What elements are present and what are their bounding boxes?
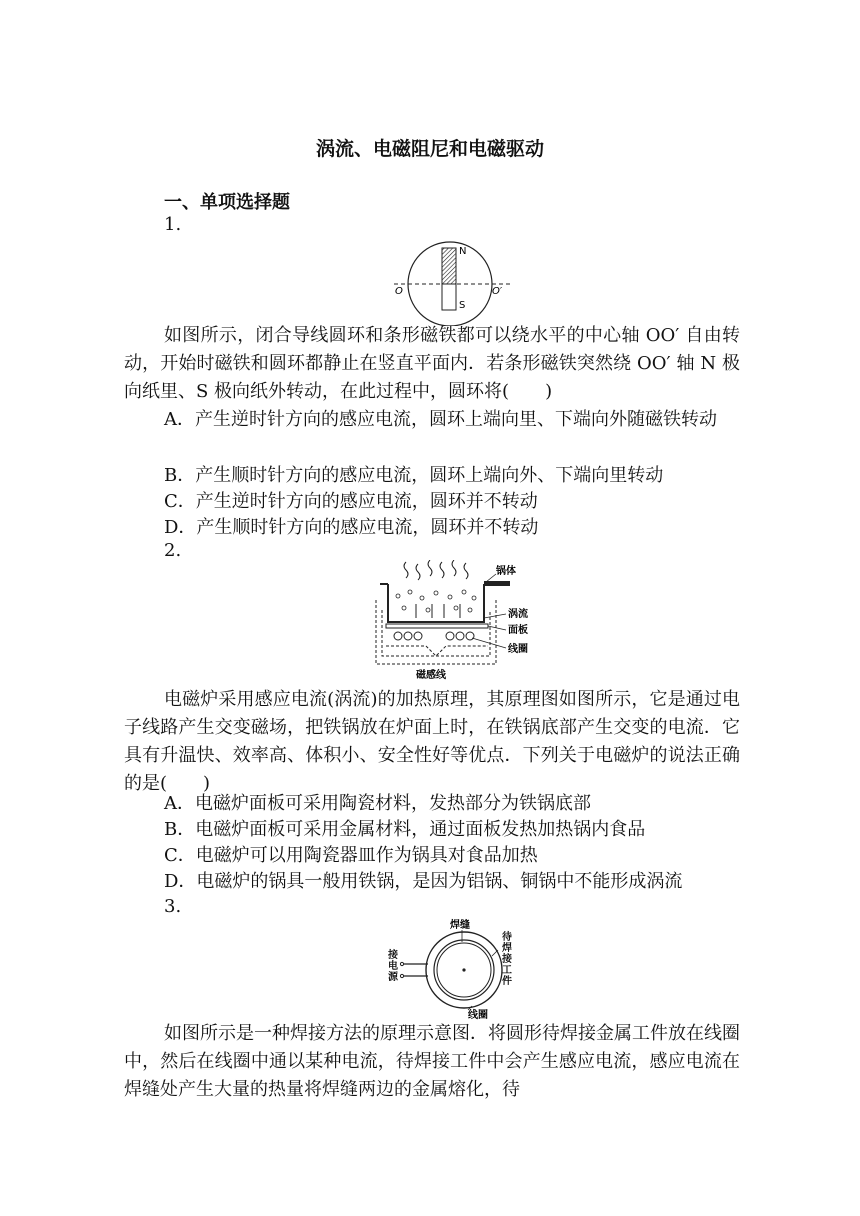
label-pot: 锅体 — [496, 566, 516, 577]
question-1-option-c: C．产生逆时针方向的感应电流，圆环并不转动 — [164, 491, 538, 512]
question-1-number: 1. — [164, 214, 182, 235]
label-power: 接电源 — [388, 950, 398, 983]
q2-figure-induction-cooker — [366, 560, 540, 682]
question-1-stem: 如图所示，闭合导线圆环和条形磁铁都可以绕水平的中心轴 OO′ 自由转动，开始时磁铁和圆环都静止在竖直平面内．若条形磁铁突然绕 OO′ 轴 N 极向纸里、S 极向纸外转动，在此过程中，圆环将( ) — [124, 325, 740, 402]
label-eddy: 涡流 — [508, 609, 528, 620]
field-lines-inner — [382, 610, 490, 656]
question-2-stem: 电磁炉采用感应电流(涡流)的加热原理，其原理图如图所示，它是通过电子线路产生交变磁场，把铁锅放在炉面上时，在铁锅底部产生交变的电流．它具有升温快、效率高、体积小、安全性好等优点．下列关于电磁炉的说法正确的是( ) — [124, 689, 740, 794]
question-2-option-b: B．电磁炉面板可采用金属材料，通过面板发热加热锅内食品 — [164, 819, 646, 840]
question-2-option-d: D．电磁炉的锅具一般用铁锅，是因为铝锅、铜锅中不能形成涡流 — [164, 871, 683, 892]
section-heading: 一、单项选择题 — [164, 192, 290, 213]
label-weld: 焊缝 — [450, 920, 470, 931]
label-coil: 线圈 — [468, 1010, 488, 1020]
label-field: 磁感线 — [416, 670, 446, 681]
magnet-n-half — [442, 248, 456, 284]
label-workpiece: 待焊接工件 — [502, 932, 512, 987]
bubbles — [396, 590, 476, 612]
pot-handle — [484, 581, 510, 586]
question-2-number: 2. — [164, 540, 182, 561]
question-1-option-b: B．产生顺时针方向的感应电流，圆环上端向外、下端向里转动 — [164, 465, 664, 486]
panel — [386, 624, 488, 628]
page-title: 涡流、电磁阻尼和电磁驱动 — [315, 138, 544, 160]
label-o-prime: O′ — [492, 286, 503, 297]
coil-circles — [394, 632, 474, 640]
label-coil: 线圈 — [508, 644, 528, 655]
center-dot — [462, 968, 465, 971]
magnet-s-half — [442, 284, 456, 310]
label-s: S — [459, 300, 466, 311]
question-2-option-c: C．电磁炉可以用陶瓷器皿作为锅具对食品加热 — [164, 845, 538, 866]
pot-body — [388, 584, 484, 622]
field-lines-outer — [376, 600, 496, 664]
question-2-option-a: A．电磁炉面板可采用陶瓷材料，发热部分为铁锅底部 — [164, 793, 591, 814]
question-3-stem: 如图所示是一种焊接方法的原理示意图．将圆形待焊接金属工件放在线圈中，然后在线圈中通以某种电流，待焊接工件中会产生感应电流，感应电流在焊缝处产生大量的热量将焊缝两边的金属熔化，待 — [124, 1023, 740, 1100]
steam-lines — [404, 560, 468, 580]
q3-figure-welding — [382, 916, 522, 1020]
up-arrows — [416, 604, 460, 618]
question-1-option-d: D．产生顺时针方向的感应电流，圆环并不转动 — [164, 517, 539, 538]
label-n: N — [459, 246, 467, 257]
label-panel: 面板 — [508, 625, 528, 636]
question-1-option-a: A．产生逆时针方向的感应电流，圆环上端向里、下端向外随磁铁转动 — [164, 409, 717, 430]
q1-figure-magnet-ring — [392, 232, 516, 326]
question-3-number: 3. — [164, 896, 182, 917]
label-o: O — [395, 286, 403, 297]
